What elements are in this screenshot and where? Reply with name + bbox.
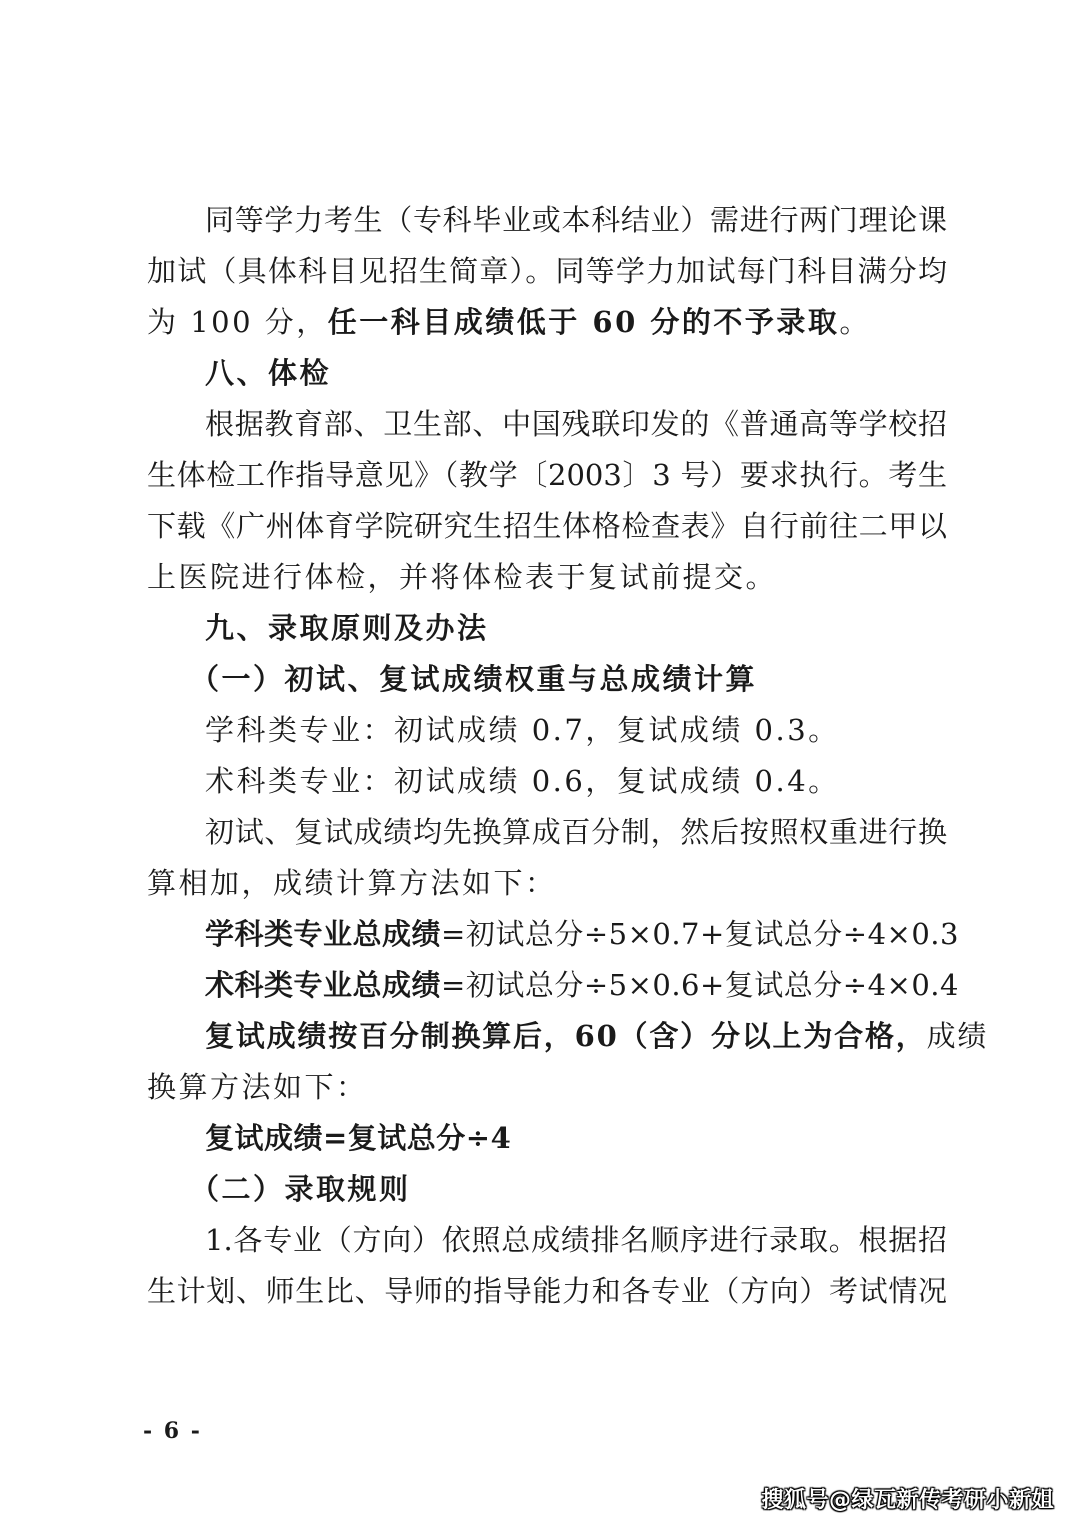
paragraph-line [205, 1018, 989, 1054]
paragraph-line: 1.各专业（方向）依照总成绩排名顺序进行录取。根据招 [205, 1223, 947, 1257]
paragraph-line: 算相加，成绩计算方法如下： [147, 866, 557, 900]
weight-skill: 术科类专业：初试成绩 0.6，复试成绩 0.4。 [205, 764, 840, 798]
paragraph-line: 生计划、师生比、导师的指导能力和各专业（方向）考试情况 [147, 1274, 947, 1308]
formula-skill [205, 967, 959, 1003]
formula-label: 术科类专业总成绩 [205, 968, 442, 1002]
paragraph-line: 下载《广州体育学院研究生招生体格检查表》自行前往二甲以 [147, 509, 947, 543]
paragraph-line [147, 304, 947, 340]
paragraph-text: 。 [839, 305, 871, 339]
subsection-heading-weights: （一）初试、复试成绩权重与总成绩计算 [190, 662, 758, 696]
paragraph-line: 初试、复试成绩均先换算成百分制，然后按照权重进行换 [205, 815, 947, 849]
emphasis-text: 任一科目成绩低于 60 分的不予录取 [327, 305, 840, 339]
paragraph-line: 上医院进行体检，并将体检表于复试前提交。 [147, 560, 778, 594]
paragraph-line: 根据教育部、卫生部、中国残联印发的《普通高等学校招 [205, 407, 947, 441]
formula-retest: 复试成绩=复试总分÷4 [205, 1121, 512, 1155]
subsection-heading-rules: （二）录取规则 [190, 1172, 411, 1206]
formula-expression: =初试总分÷5×0.6+复试总分÷4×0.4 [441, 968, 959, 1002]
page-number: - 6 - [143, 1418, 202, 1444]
watermark-text: 搜狐号@绿瓦新传考研小新姐 [761, 1488, 1054, 1513]
section-heading-admission: 九、录取原则及办法 [205, 611, 489, 645]
paragraph-line: 换算方法如下： [147, 1070, 368, 1104]
paragraph-text: 为 100 分， [147, 305, 328, 339]
paragraph-line: 生体检工作指导意见》（教学〔2003〕3 号）要求执行。考生 [147, 458, 947, 492]
emphasis-text: 复试成绩按百分制换算后，60（含）分以上为合格， [205, 1019, 927, 1053]
paragraph-line: 加试（具体科目见招生简章）。同等学力加试每门科目满分均 [147, 254, 947, 288]
formula-expression: =初试总分÷5×0.7+复试总分÷4×0.3 [441, 917, 959, 951]
formula-academic [205, 916, 959, 952]
paragraph-text: 成绩 [926, 1019, 989, 1053]
section-heading-physical-exam: 八、体检 [205, 356, 332, 390]
paragraph-line: 同等学力考生（专科毕业或本科结业）需进行两门理论课 [205, 203, 947, 237]
weight-academic: 学科类专业：初试成绩 0.7，复试成绩 0.3。 [205, 713, 840, 747]
formula-label: 学科类专业总成绩 [205, 917, 442, 951]
